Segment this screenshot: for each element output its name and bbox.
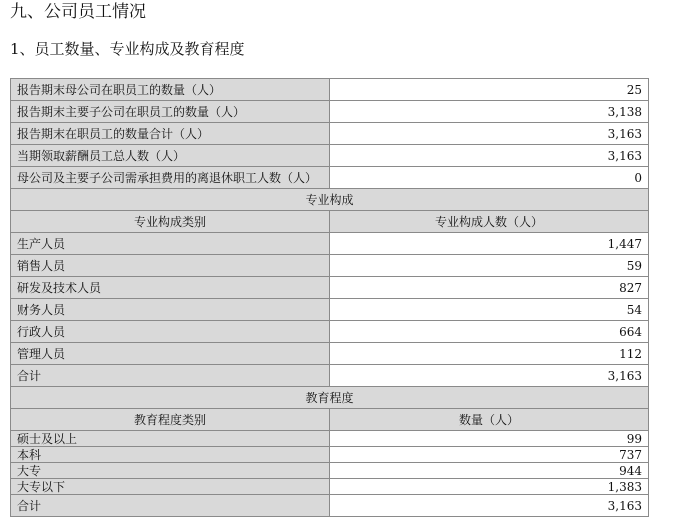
row-value: 99: [330, 431, 649, 447]
education-col-count: 数量（人）: [330, 409, 649, 431]
table-row: [11, 233, 649, 255]
row-label: 大专: [11, 463, 330, 479]
row-label: 报告期末母公司在职员工的数量（人）: [11, 79, 330, 101]
row-value: 0: [330, 167, 649, 189]
row-label: 生产人员: [11, 233, 330, 255]
professional-section-label: 专业构成: [11, 189, 649, 211]
table-row: [11, 343, 649, 365]
row-value: 59: [330, 255, 649, 277]
row-label: 销售人员: [11, 255, 330, 277]
table-row: [11, 255, 649, 277]
professional-section-row: [11, 189, 649, 211]
table-row: [11, 447, 649, 463]
table-row: [11, 123, 649, 145]
row-value: 54: [330, 299, 649, 321]
row-label: 大专以下: [11, 479, 330, 495]
row-value: 827: [330, 277, 649, 299]
row-value: 944: [330, 463, 649, 479]
row-value: 25: [330, 79, 649, 101]
row-label: 当期领取薪酬员工总人数（人）: [11, 145, 330, 167]
row-value: 3,163: [330, 365, 649, 387]
row-label: 本科: [11, 447, 330, 463]
table-row: [11, 101, 649, 123]
row-label: 财务人员: [11, 299, 330, 321]
subsection-title: 1、员工数量、专业构成及教育程度: [10, 40, 245, 58]
table-row: [11, 167, 649, 189]
employee-table: [10, 78, 649, 517]
row-value: 664: [330, 321, 649, 343]
education-section-label: 教育程度: [11, 387, 649, 409]
education-col-category: 教育程度类别: [11, 409, 330, 431]
table-row: [11, 79, 649, 101]
table-row: [11, 299, 649, 321]
row-value: 1,447: [330, 233, 649, 255]
row-value: 3,163: [330, 145, 649, 167]
row-value: 3,138: [330, 101, 649, 123]
row-label: 合计: [11, 365, 330, 387]
professional-col-count: 专业构成人数（人）: [330, 211, 649, 233]
table-row: [11, 321, 649, 343]
row-label: 母公司及主要子公司需承担费用的离退休职工人数（人）: [11, 167, 330, 189]
row-value: 3,163: [330, 123, 649, 145]
row-value: 112: [330, 343, 649, 365]
table-row: [11, 463, 649, 479]
row-label: 报告期末在职员工的数量合计（人）: [11, 123, 330, 145]
row-value: 737: [330, 447, 649, 463]
row-label: 研发及技术人员: [11, 277, 330, 299]
table-row: [11, 365, 649, 387]
table-row: [11, 431, 649, 447]
row-label: 行政人员: [11, 321, 330, 343]
table-row: [11, 145, 649, 167]
table-row: [11, 495, 649, 517]
table-row: [11, 277, 649, 299]
education-section-row: [11, 387, 649, 409]
row-label: 硕士及以上: [11, 431, 330, 447]
row-label: 报告期末主要子公司在职员工的数量（人）: [11, 101, 330, 123]
professional-header-row: [11, 211, 649, 233]
row-value: 1,383: [330, 479, 649, 495]
table-row: [11, 479, 649, 495]
row-label: 管理人员: [11, 343, 330, 365]
professional-col-category: 专业构成类别: [11, 211, 330, 233]
education-header-row: [11, 409, 649, 431]
row-value: 3,163: [330, 495, 649, 517]
section-title: 九、公司员工情况: [10, 2, 146, 22]
row-label: 合计: [11, 495, 330, 517]
